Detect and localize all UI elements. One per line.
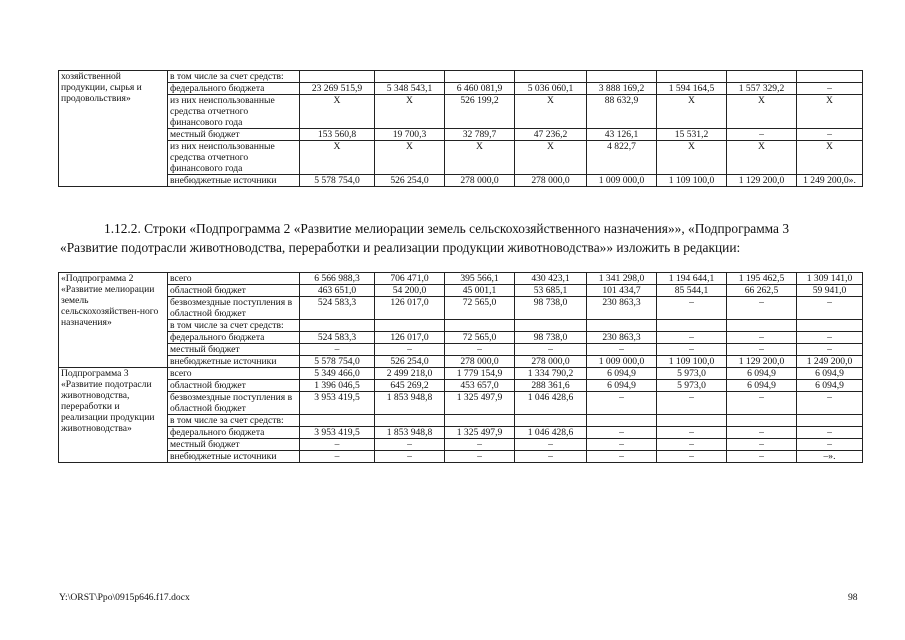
- table-row: [59, 320, 863, 332]
- value-cell: –: [727, 392, 797, 415]
- value-cell: –: [515, 439, 587, 451]
- value-cell: 706 471,0: [375, 273, 445, 285]
- row-label: внебюджетные источники: [168, 175, 300, 187]
- value-cell: –: [797, 332, 863, 344]
- value-cell: 3 953 419,5: [300, 392, 375, 415]
- row-label: безвозмездные поступления в областной бюджет: [168, 297, 300, 320]
- program-label: Подпрограмма 3 «Развитие подотрасли животноводства, переработки и реализации продукции животноводства»: [59, 368, 168, 463]
- table-row: [59, 95, 863, 129]
- value-cell: –: [727, 344, 797, 356]
- value-cell: 5 348 543,1: [375, 83, 445, 95]
- row-label: местный бюджет: [168, 439, 300, 451]
- value-cell: 1 129 200,0: [727, 175, 797, 187]
- value-cell: 3 953 419,5: [300, 427, 375, 439]
- value-cell: 53 685,1: [515, 285, 587, 297]
- value-cell: 1 325 497,9: [445, 392, 515, 415]
- value-cell: 278 000,0: [515, 175, 587, 187]
- row-label: федерального бюджета: [168, 83, 300, 95]
- value-cell: 3 888 169,2: [587, 83, 657, 95]
- value-cell: 54 200,0: [375, 285, 445, 297]
- value-cell: 5 578 754,0: [300, 175, 375, 187]
- value-cell: [657, 415, 727, 427]
- value-cell: 1 129 200,0: [727, 356, 797, 368]
- value-cell: [727, 320, 797, 332]
- program-label: «Подпрограмма 2 «Развитие мелиорации земель сельскохозяйствен-ного назначения»: [59, 273, 168, 368]
- value-cell: –: [445, 439, 515, 451]
- table-row: [59, 451, 863, 463]
- row-label: местный бюджет: [168, 344, 300, 356]
- value-cell: –: [375, 451, 445, 463]
- table-row: [59, 297, 863, 320]
- table-row: [59, 273, 863, 285]
- table-row: [59, 175, 863, 187]
- table-row: [59, 368, 863, 380]
- value-cell: [727, 415, 797, 427]
- value-cell: –: [515, 344, 587, 356]
- value-cell: 1 779 154,9: [445, 368, 515, 380]
- row-label: местный бюджет: [168, 129, 300, 141]
- value-cell: Х: [515, 141, 587, 175]
- value-cell: 278 000,0: [445, 356, 515, 368]
- value-cell: [300, 415, 375, 427]
- row-label: областной бюджет: [168, 285, 300, 297]
- value-cell: 6 566 988,3: [300, 273, 375, 285]
- value-cell: 43 126,1: [587, 129, 657, 141]
- value-cell: –: [375, 439, 445, 451]
- value-cell: –: [445, 344, 515, 356]
- value-cell: 1 249 200,0: [797, 356, 863, 368]
- value-cell: Х: [727, 95, 797, 129]
- value-cell: 23 269 515,9: [300, 83, 375, 95]
- value-cell: [587, 71, 657, 83]
- paragraph-line: 1.12.2. Строки «Подпрограмма 2 «Развитие мелиорации земель сельскохозяйственного назначения»», «Подпрограмма 3: [104, 221, 790, 236]
- value-cell: 1 109 100,0: [657, 175, 727, 187]
- table-row: [59, 141, 863, 175]
- row-label: федерального бюджета: [168, 332, 300, 344]
- value-cell: 430 423,1: [515, 273, 587, 285]
- value-cell: 524 583,3: [300, 297, 375, 320]
- value-cell: 19 700,3: [375, 129, 445, 141]
- value-cell: 1 334 790,2: [515, 368, 587, 380]
- value-cell: 32 789,7: [445, 129, 515, 141]
- row-label: федерального бюджета: [168, 427, 300, 439]
- value-cell: Х: [375, 95, 445, 129]
- value-cell: 6 094,9: [727, 380, 797, 392]
- value-cell: –: [587, 344, 657, 356]
- value-cell: 45 001,1: [445, 285, 515, 297]
- row-label: областной бюджет: [168, 380, 300, 392]
- value-cell: –: [445, 451, 515, 463]
- value-cell: 101 434,7: [587, 285, 657, 297]
- value-cell: 1 557 329,2: [727, 83, 797, 95]
- table-row: [59, 71, 863, 83]
- value-cell: [727, 71, 797, 83]
- table-row: [59, 332, 863, 344]
- value-cell: –: [797, 427, 863, 439]
- value-cell: 1 396 046,5: [300, 380, 375, 392]
- value-cell: 126 017,0: [375, 297, 445, 320]
- value-cell: –: [300, 439, 375, 451]
- value-cell: 5 349 466,0: [300, 368, 375, 380]
- value-cell: –: [657, 332, 727, 344]
- value-cell: –: [300, 451, 375, 463]
- row-label: безвозмездные поступления в областной бюджет: [168, 392, 300, 415]
- value-cell: 66 262,5: [727, 285, 797, 297]
- value-cell: 1 325 497,9: [445, 427, 515, 439]
- value-cell: [797, 71, 863, 83]
- value-cell: 526 254,0: [375, 356, 445, 368]
- value-cell: 230 863,3: [587, 297, 657, 320]
- value-cell: 126 017,0: [375, 332, 445, 344]
- value-cell: 5 036 060,1: [515, 83, 587, 95]
- row-label: из них неиспользованные средства отчетного финансового года: [168, 141, 300, 175]
- value-cell: 524 583,3: [300, 332, 375, 344]
- value-cell: Х: [797, 95, 863, 129]
- value-cell: 6 094,9: [797, 380, 863, 392]
- value-cell: –: [300, 344, 375, 356]
- value-cell: [445, 71, 515, 83]
- value-cell: –: [587, 427, 657, 439]
- table-row: [59, 439, 863, 451]
- value-cell: 526 254,0: [375, 175, 445, 187]
- table-row: [59, 129, 863, 141]
- value-cell: [515, 320, 587, 332]
- value-cell: 1 341 298,0: [587, 273, 657, 285]
- value-cell: –».: [797, 451, 863, 463]
- value-cell: –: [657, 392, 727, 415]
- value-cell: –: [727, 129, 797, 141]
- value-cell: –: [797, 439, 863, 451]
- value-cell: –: [587, 392, 657, 415]
- value-cell: 1 853 948,8: [375, 392, 445, 415]
- value-cell: –: [657, 344, 727, 356]
- table-row: [59, 344, 863, 356]
- table-row: [59, 83, 863, 95]
- value-cell: Х: [657, 141, 727, 175]
- value-cell: [587, 415, 657, 427]
- value-cell: 463 651,0: [300, 285, 375, 297]
- row-label: всего: [168, 368, 300, 380]
- value-cell: 1 594 164,5: [657, 83, 727, 95]
- value-cell: [657, 320, 727, 332]
- value-cell: [797, 320, 863, 332]
- value-cell: Х: [515, 95, 587, 129]
- value-cell: [797, 415, 863, 427]
- funding-table-continued: [58, 70, 863, 187]
- value-cell: 6 460 081,9: [445, 83, 515, 95]
- row-label: внебюджетные источники: [168, 356, 300, 368]
- value-cell: [587, 320, 657, 332]
- value-cell: –: [587, 439, 657, 451]
- value-cell: 6 094,9: [797, 368, 863, 380]
- value-cell: Х: [300, 95, 375, 129]
- value-cell: –: [375, 344, 445, 356]
- value-cell: Х: [657, 95, 727, 129]
- value-cell: [445, 415, 515, 427]
- table-row: [59, 415, 863, 427]
- value-cell: 5 973,0: [657, 368, 727, 380]
- value-cell: 59 941,0: [797, 285, 863, 297]
- value-cell: 1 249 200,0».: [797, 175, 863, 187]
- table-row: [59, 380, 863, 392]
- value-cell: 645 269,2: [375, 380, 445, 392]
- value-cell: 72 565,0: [445, 297, 515, 320]
- value-cell: Х: [445, 141, 515, 175]
- value-cell: 4 822,7: [587, 141, 657, 175]
- value-cell: –: [727, 332, 797, 344]
- row-label: в том числе за счет средств:: [168, 415, 300, 427]
- value-cell: [445, 320, 515, 332]
- table-row: [59, 285, 863, 297]
- value-cell: 47 236,2: [515, 129, 587, 141]
- value-cell: [657, 71, 727, 83]
- amendment-paragraph: [60, 219, 862, 257]
- value-cell: [375, 71, 445, 83]
- row-label: в том числе за счет средств:: [168, 320, 300, 332]
- value-cell: 98 738,0: [515, 332, 587, 344]
- value-cell: –: [797, 129, 863, 141]
- value-cell: 278 000,0: [515, 356, 587, 368]
- row-label: из них неиспользованные средства отчетного финансового года: [168, 95, 300, 129]
- value-cell: 526 199,2: [445, 95, 515, 129]
- value-cell: Х: [797, 141, 863, 175]
- value-cell: 1 046 428,6: [515, 427, 587, 439]
- footer-file-path: Y:\ORST\Ppo\0915p646.f17.docx: [59, 592, 190, 603]
- value-cell: 1 109 100,0: [657, 356, 727, 368]
- value-cell: –: [727, 439, 797, 451]
- program-label: хозяйственной продукции, сырья и продовольствия»: [59, 71, 168, 187]
- subprogram-funding-table: [58, 272, 863, 463]
- value-cell: [300, 320, 375, 332]
- value-cell: 1 195 462,5: [727, 273, 797, 285]
- value-cell: 1 009 000,0: [587, 356, 657, 368]
- paragraph-line: «Развитие подотрасли животноводства, переработки и реализации продукции животноводства»» изложить в редакции:: [60, 240, 741, 255]
- value-cell: 230 863,3: [587, 332, 657, 344]
- page-number: 98: [848, 592, 858, 603]
- value-cell: –: [797, 297, 863, 320]
- value-cell: 6 094,9: [587, 368, 657, 380]
- value-cell: –: [657, 427, 727, 439]
- table-row: [59, 392, 863, 415]
- value-cell: 98 738,0: [515, 297, 587, 320]
- value-cell: –: [797, 344, 863, 356]
- value-cell: 1 194 644,1: [657, 273, 727, 285]
- value-cell: 1 309 141,0: [797, 273, 863, 285]
- value-cell: –: [587, 451, 657, 463]
- value-cell: [300, 71, 375, 83]
- table-row: [59, 427, 863, 439]
- value-cell: 5 578 754,0: [300, 356, 375, 368]
- value-cell: 6 094,9: [727, 368, 797, 380]
- value-cell: 1 046 428,6: [515, 392, 587, 415]
- value-cell: –: [797, 392, 863, 415]
- value-cell: –: [727, 427, 797, 439]
- value-cell: Х: [727, 141, 797, 175]
- value-cell: 72 565,0: [445, 332, 515, 344]
- value-cell: 15 531,2: [657, 129, 727, 141]
- value-cell: Х: [300, 141, 375, 175]
- value-cell: 1 853 948,8: [375, 427, 445, 439]
- value-cell: 88 632,9: [587, 95, 657, 129]
- value-cell: 395 566,1: [445, 273, 515, 285]
- value-cell: –: [657, 297, 727, 320]
- value-cell: 288 361,6: [515, 380, 587, 392]
- value-cell: 153 560,8: [300, 129, 375, 141]
- value-cell: Х: [375, 141, 445, 175]
- value-cell: 1 009 000,0: [587, 175, 657, 187]
- value-cell: 6 094,9: [587, 380, 657, 392]
- value-cell: 85 544,1: [657, 285, 727, 297]
- value-cell: 453 657,0: [445, 380, 515, 392]
- value-cell: [515, 415, 587, 427]
- value-cell: –: [727, 451, 797, 463]
- table-row: [59, 356, 863, 368]
- row-label: внебюджетные источники: [168, 451, 300, 463]
- value-cell: [375, 415, 445, 427]
- row-label: в том числе за счет средств:: [168, 71, 300, 83]
- value-cell: 2 499 218,0: [375, 368, 445, 380]
- value-cell: 278 000,0: [445, 175, 515, 187]
- value-cell: –: [657, 439, 727, 451]
- value-cell: –: [727, 297, 797, 320]
- value-cell: [375, 320, 445, 332]
- row-label: всего: [168, 273, 300, 285]
- value-cell: –: [657, 451, 727, 463]
- value-cell: 5 973,0: [657, 380, 727, 392]
- value-cell: [515, 71, 587, 83]
- value-cell: –: [797, 83, 863, 95]
- value-cell: –: [515, 451, 587, 463]
